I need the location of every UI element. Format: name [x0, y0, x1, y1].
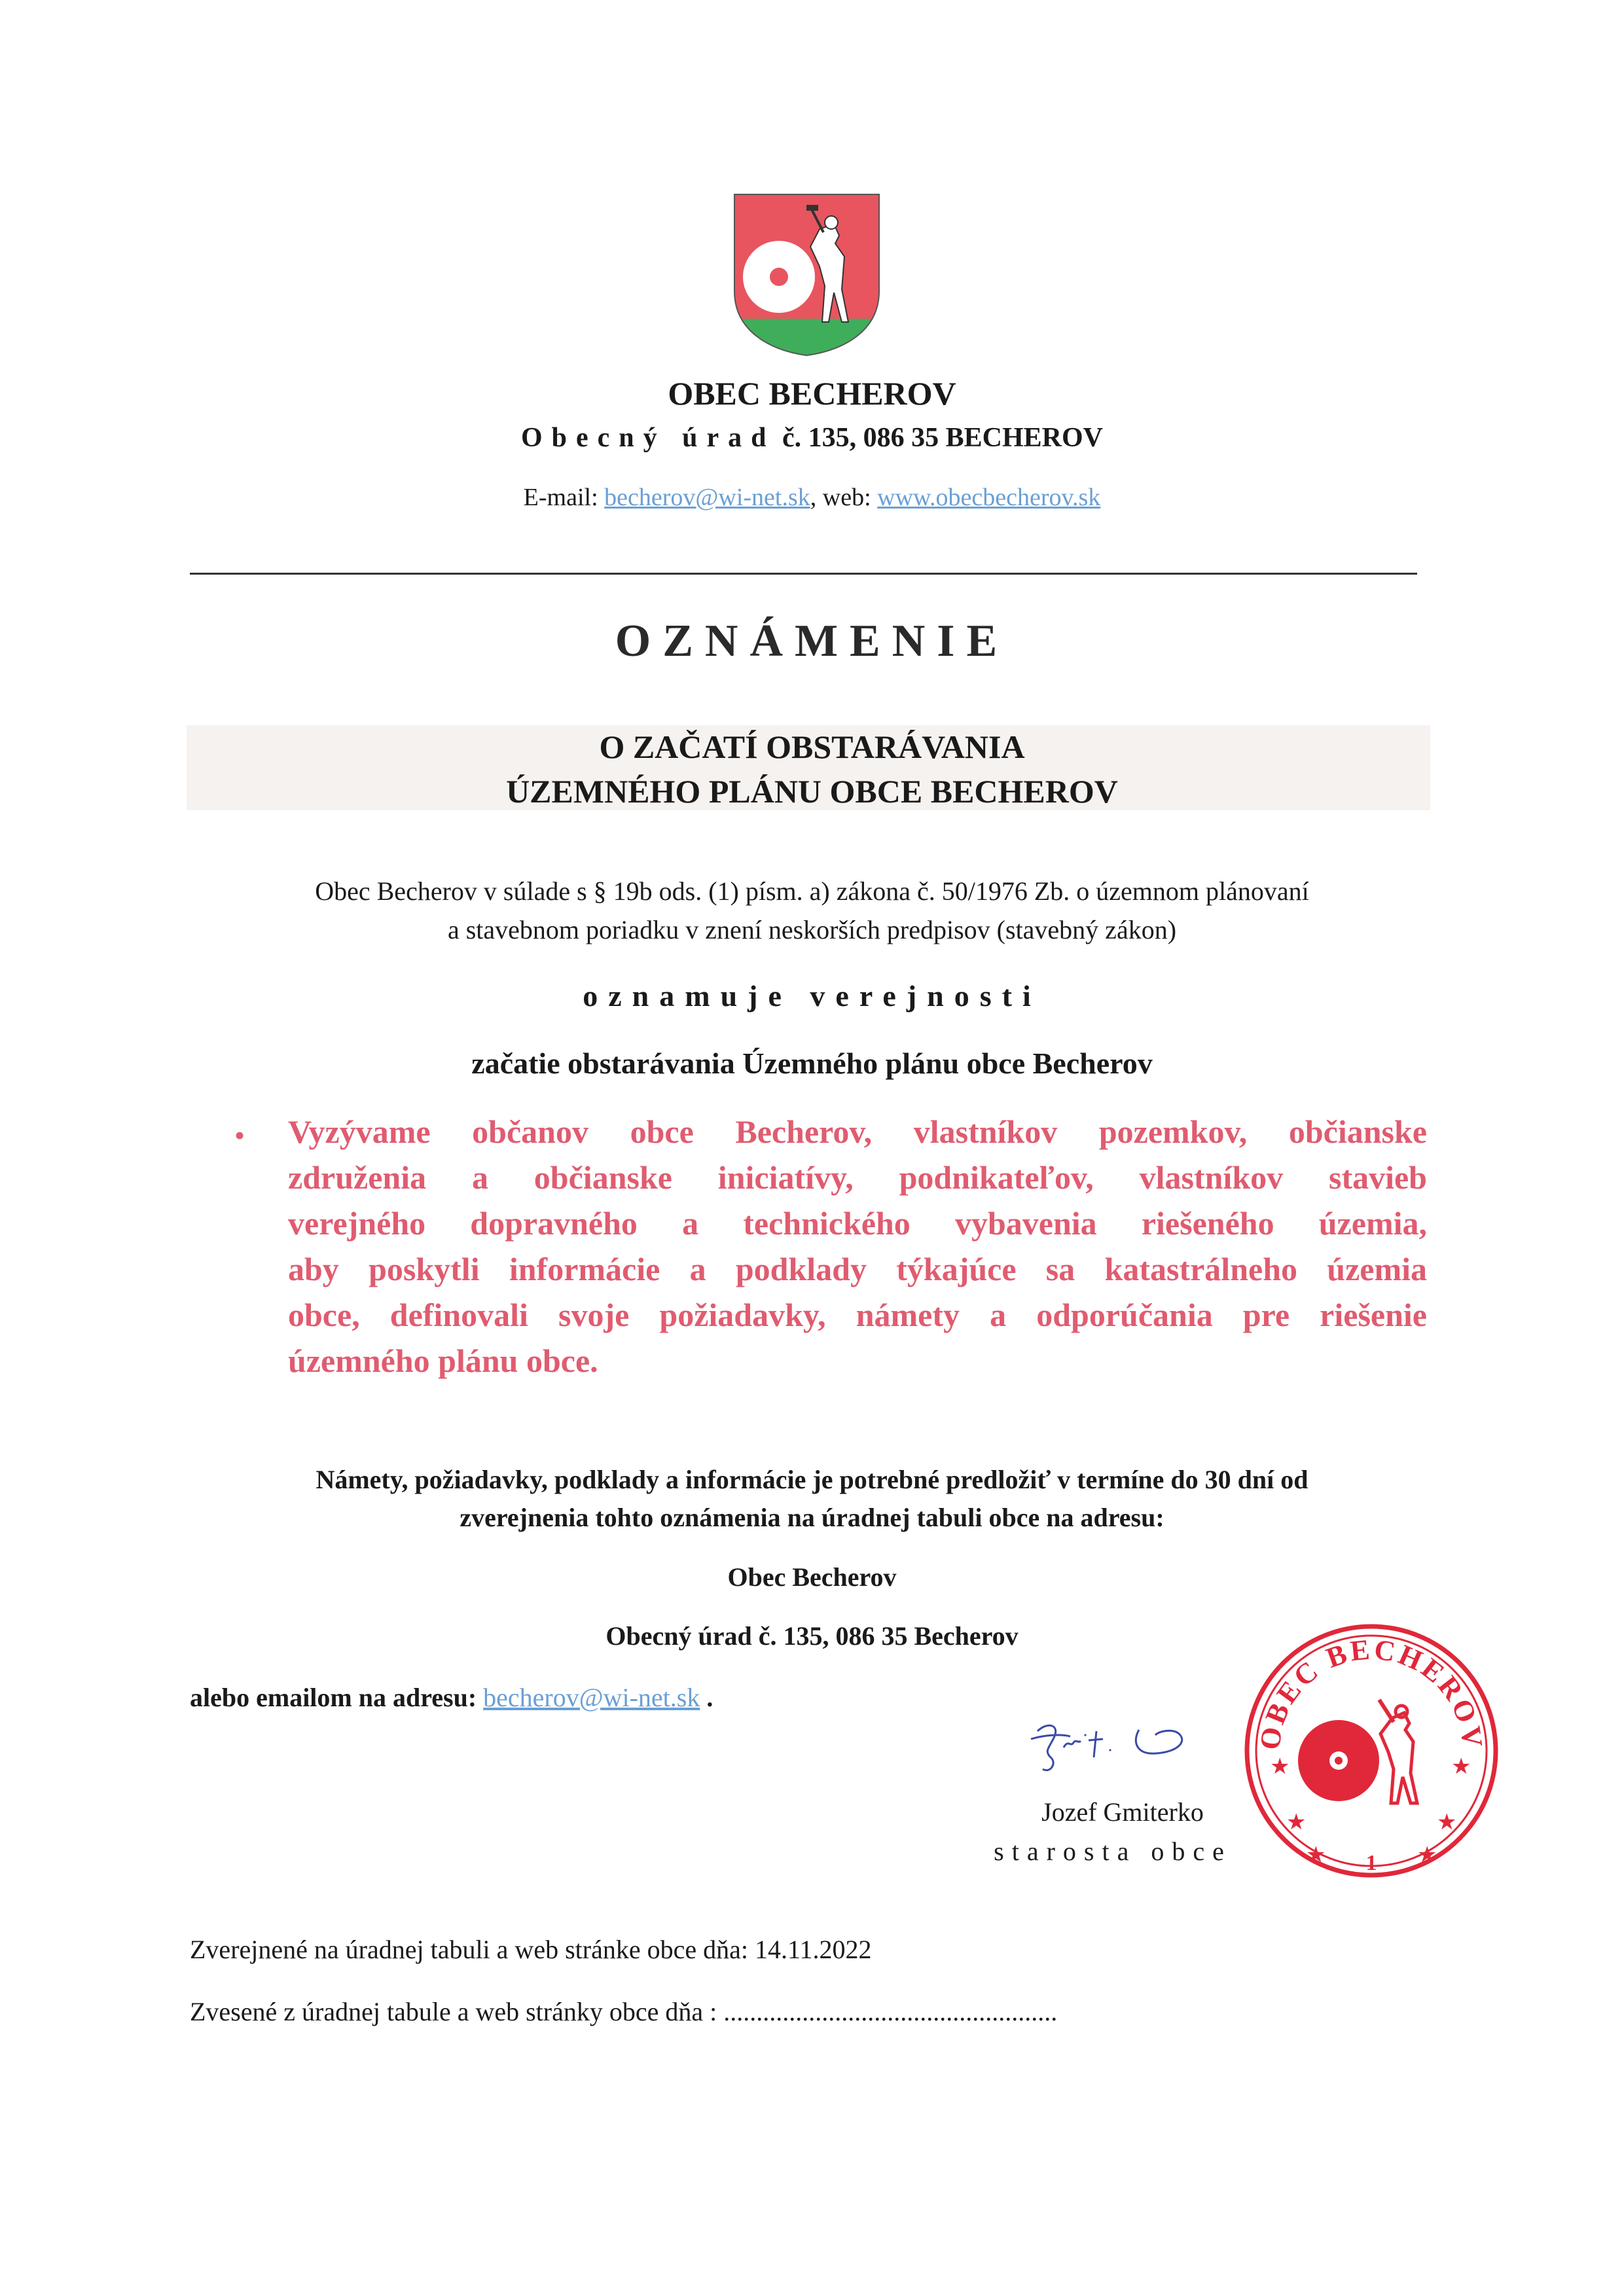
handwritten-signature	[1024, 1712, 1208, 1777]
address-name: Obec Becherov	[727, 1562, 897, 1592]
header-web-link[interactable]: www.obecbecherov.sk	[877, 484, 1101, 511]
document-title: OZNÁMENIE	[615, 616, 1009, 666]
address-office: Obecný úrad č. 135, 086 35 Becherov	[605, 1621, 1019, 1651]
intro-line-1: Obec Becherov v súlade s § 19b ods. (1) písm. a) zákona č. 50/1976 Zb. o územnom plánovaní	[315, 876, 1309, 906]
signer-name: Jozef Gmiterko	[1041, 1797, 1204, 1827]
signer-role: starosta obce	[994, 1837, 1232, 1866]
removed-date-line: Zvesené z úradnej tabule a web stránky obce dňa : ...................................................	[190, 1997, 1058, 2026]
appeal-line: združenia a občianske iniciatívy, podnikateľov, vlastníkov stavieb	[288, 1159, 1427, 1196]
stamp-text: OBEC BECHEROV	[1254, 1633, 1489, 1752]
requirements-line-2: zverejnenia tohto oznámenia na úradnej tabuli obce na adresu:	[460, 1503, 1164, 1532]
svg-text:OBEC BECHEROV	[1254, 1633, 1489, 1751]
submission-email-link[interactable]: becherov@wi-net.sk	[483, 1683, 700, 1712]
svg-text:★: ★	[1286, 1809, 1307, 1835]
email-submission-line	[190, 1682, 713, 1713]
requirements-line-1: Námety, požiadavky, podklady a informácie je potrebné predložiť v termíne do 30 dní od	[316, 1465, 1308, 1494]
bullet-icon: •	[234, 1119, 245, 1152]
coat-of-arms-logo	[733, 193, 880, 357]
email-end: .	[700, 1683, 713, 1712]
appeal-line: obce, definovali svoje požiadavky, námety a odporúčania pre riešenie	[288, 1297, 1427, 1333]
appeal-line: verejného dopravného a technického vybavenia riešeného územia,	[288, 1205, 1427, 1242]
contact-line	[0, 483, 1624, 512]
published-date-line: Zverejnené na úradnej tabuli a web stránke obce dňa: 14.11.2022	[190, 1935, 872, 1964]
municipality-name: OBEC BECHEROV	[668, 375, 956, 412]
header-email-link[interactable]: becherov@wi-net.sk	[604, 484, 810, 511]
office-address-rest: č. 135, 086 35 BECHEROV	[782, 423, 1104, 453]
email-submission-label: alebo emailom na adresu:	[190, 1683, 477, 1712]
appeal-line: Vyzývame občanov obce Becherov, vlastníkov pozemkov, občianske	[288, 1113, 1427, 1150]
subtitle-line-1: O ZAČATÍ OBSTARÁVANIA	[599, 728, 1025, 765]
announce-object: začatie obstarávania Územného plánu obce Becherov	[471, 1047, 1153, 1080]
appeal-line: územného plánu obce.	[288, 1342, 598, 1379]
web-label: , web:	[810, 484, 871, 511]
svg-text:★: ★	[1437, 1809, 1457, 1835]
appeal-line: aby poskytli informácie a podklady týkajúce sa katastrálneho územia	[288, 1251, 1427, 1287]
intro-line-2: a stavebnom poriadku v znení neskorších predpisov (stavebný zákon)	[447, 915, 1177, 944]
office-address	[0, 422, 1624, 454]
email-label: E-mail:	[523, 484, 598, 511]
office-label: Obecný úrad	[520, 423, 776, 453]
svg-text:★: ★	[1417, 1842, 1437, 1868]
svg-text:★: ★	[1451, 1753, 1471, 1780]
announce-verb: oznamuje verejnosti	[583, 979, 1041, 1013]
official-stamp	[1240, 1600, 1502, 1901]
svg-text:★: ★	[1270, 1753, 1290, 1780]
header-divider	[190, 573, 1417, 575]
subtitle-line-2: ÚZEMNÉHO PLÁNU OBCE BECHEROV	[506, 773, 1118, 810]
svg-text:★: ★	[1306, 1842, 1326, 1868]
stamp-number: 1	[1365, 1851, 1377, 1875]
